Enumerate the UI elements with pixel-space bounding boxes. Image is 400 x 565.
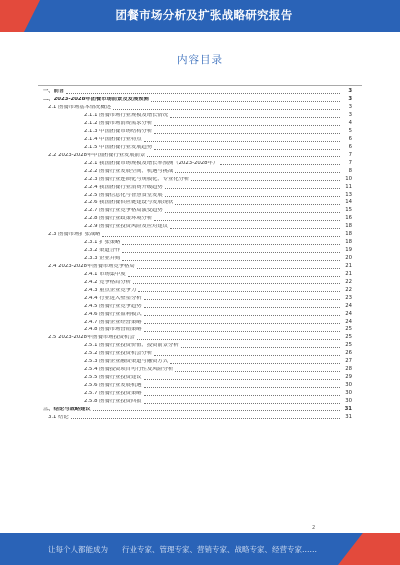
toc-entry-page: 23	[345, 294, 352, 301]
toc-entry-title: 2.5.5 团餐行业投资建议	[84, 375, 142, 381]
toc-entry[interactable]	[38, 143, 352, 151]
toc-entry[interactable]	[38, 238, 352, 246]
toc-entry-title: 2.1.4 中国团餐行业特点	[84, 136, 142, 142]
toc-leader-dots	[144, 387, 340, 388]
toc-entry[interactable]	[38, 95, 352, 103]
footer-slogan	[48, 544, 317, 555]
toc-entry-page: 30	[345, 389, 352, 396]
toc-entry[interactable]	[38, 309, 352, 317]
toc-entry-page: 22	[345, 278, 352, 285]
toc-entry[interactable]	[38, 222, 352, 230]
toc-entry[interactable]	[38, 87, 352, 95]
toc-leader-dots	[144, 141, 340, 142]
toc-title: 内容目录	[177, 54, 223, 66]
toc-entry-title: 2.4.6 团餐行业盈利模式	[84, 311, 142, 317]
toc-leader-dots	[175, 204, 340, 205]
toc-leader-dots	[122, 244, 340, 245]
toc-entry-title: 2.2.8 团餐行业政策环境分析	[84, 216, 153, 222]
toc-entry[interactable]	[38, 373, 352, 381]
toc-entry-page: 29	[345, 374, 352, 381]
toc-entry[interactable]	[38, 397, 352, 405]
toc-leader-dots	[165, 196, 340, 197]
toc-entry-page: 25	[345, 342, 352, 349]
header-accent	[0, 0, 40, 32]
toc-leader-dots	[122, 252, 340, 253]
toc-entry-page: 16	[345, 215, 352, 222]
toc-entry-page: 7	[348, 159, 352, 166]
toc-entry-page: 24	[345, 318, 352, 325]
toc-entry-title: 2.5.4 团餐投资项目可行性及风险分析	[84, 367, 174, 373]
toc-entry-page: 27	[345, 358, 352, 365]
toc-entry-title: 2.5.8 团餐行业投资回报	[84, 398, 142, 404]
toc-entry[interactable]	[38, 325, 352, 333]
toc-entry-title: 2.1.5 中国团餐行业发展趋势	[84, 144, 153, 150]
toc-leader-dots	[137, 268, 340, 269]
toc-entry-page: 3	[348, 104, 352, 111]
toc-entry[interactable]	[38, 190, 352, 198]
toc-entry[interactable]	[38, 103, 352, 111]
toc-leader-dots	[175, 172, 340, 173]
toc-leader-dots	[220, 164, 340, 165]
toc-entry-page: 31	[345, 413, 352, 420]
toc-entry[interactable]	[38, 246, 352, 254]
toc-entry-page: 30	[345, 382, 352, 389]
toc-entry[interactable]	[38, 389, 352, 397]
toc-entry[interactable]	[38, 270, 352, 278]
toc-entry-title: 2.2.5 团餐信息化与智慧食堂发展	[84, 192, 163, 198]
toc-entry-title: 2.5.6 团餐行业发展机遇	[84, 383, 142, 389]
toc-entry[interactable]	[38, 333, 352, 341]
toc-entry-title: 2.5 2023-2028年团餐市场投资机会	[48, 335, 135, 341]
toc-entry[interactable]	[38, 198, 352, 206]
toc-entry-title: 2.3.3 企业并购	[84, 256, 121, 262]
toc-entry-title: 2.2.1 我国团餐市场规模及增长率预测（2023-2028年）	[84, 160, 219, 166]
toc-entry[interactable]	[38, 119, 352, 127]
toc-entry-page: 24	[345, 302, 352, 309]
toc-entry-title: 2.4 2023-2028年团餐市场竞争格局	[48, 263, 135, 269]
toc-entry-page: 11	[345, 183, 352, 190]
toc-entry[interactable]	[38, 341, 352, 349]
toc-entry-page: 6	[348, 143, 352, 150]
toc-entry-page: 18	[345, 239, 352, 246]
toc-leader-dots	[144, 315, 340, 316]
toc-leader-dots	[137, 339, 340, 340]
toc-entry[interactable]	[38, 206, 352, 214]
toc-entry[interactable]	[38, 317, 352, 325]
toc-entry-title: 2.2 2023-2028年中国团餐行业发展前景	[48, 152, 146, 158]
toc-leader-dots	[144, 379, 340, 380]
toc-leader-dots	[154, 355, 340, 356]
toc-leader-dots	[154, 149, 340, 150]
footer-bar	[0, 533, 400, 565]
toc-leader-dots	[93, 410, 340, 411]
toc-entry[interactable]	[38, 412, 352, 420]
toc-leader-dots	[144, 299, 340, 300]
toc-entry-title: 2.3 团餐市场扩张战略	[48, 232, 101, 238]
toc-entry-page: 3	[348, 96, 352, 103]
toc-entry[interactable]	[38, 111, 352, 119]
toc-leader-dots	[138, 291, 340, 292]
toc-leader-dots	[151, 101, 340, 102]
toc-entry-page: 30	[345, 397, 352, 404]
toc-entry-page: 4	[348, 120, 352, 127]
toc-entry-title: 2.4.1 市场集中度	[84, 271, 126, 277]
page-number: 2	[312, 525, 316, 531]
toc-leader-dots	[191, 180, 340, 181]
toc-entry[interactable]	[38, 166, 352, 174]
toc-entry[interactable]	[38, 349, 352, 357]
toc-entry[interactable]	[38, 381, 352, 389]
toc-entry-title: 2.2.2 团餐行业发展空间、机遇与挑战	[84, 168, 174, 174]
toc-divider	[38, 85, 362, 86]
toc-leader-dots	[128, 276, 340, 277]
toc-entry-page: 3	[348, 88, 352, 95]
toc-entry-title: 3.1 结论	[48, 414, 69, 420]
toc-entry-title: 2.5.7 团餐行业投资策略	[84, 390, 142, 396]
toc-leader-dots	[154, 125, 340, 126]
toc-leader-dots	[175, 371, 340, 372]
toc-entry-title: 2.1.3 中国团餐市场结构分析	[84, 129, 153, 135]
toc-leader-dots	[181, 347, 340, 348]
toc-entry[interactable]	[38, 174, 352, 182]
toc-entry[interactable]	[38, 214, 352, 222]
footer-accent	[338, 533, 400, 565]
toc-leader-dots	[66, 93, 340, 94]
toc-entry-page: 13	[345, 191, 352, 198]
toc-leader-dots	[170, 117, 340, 118]
toc-entry[interactable]	[38, 405, 352, 413]
toc-entry[interactable]	[38, 182, 352, 190]
toc-entry-page: 10	[345, 175, 352, 182]
toc-entry-title: 2.2.9 团餐行业投资风险及应对建议	[84, 224, 169, 230]
toc-leader-dots	[154, 220, 340, 221]
toc-entry[interactable]	[38, 151, 352, 159]
report-title: 团餐市场分析及扩张战略研究报告	[115, 8, 293, 22]
header-bar	[0, 0, 400, 32]
toc-leader-dots	[144, 331, 340, 332]
toc-entry-page: 14	[345, 199, 352, 206]
toc-entry-title: 一、前言	[43, 89, 65, 95]
toc-entry[interactable]	[38, 230, 352, 238]
toc-leader-dots	[144, 395, 340, 396]
table-of-contents	[38, 87, 352, 420]
toc-entry-page: 18	[345, 223, 352, 230]
footer-text-main: 让每个人都能成为	[48, 545, 108, 554]
toc-entry-page: 28	[345, 366, 352, 373]
toc-entry-page: 21	[345, 270, 352, 277]
toc-entry-page: 19	[345, 247, 352, 254]
toc-entry-page: 25	[345, 326, 352, 333]
toc-leader-dots	[154, 133, 340, 134]
toc-entry-title: 2.5.3 团餐企业融资渠道与融资方式	[84, 359, 169, 365]
toc-entry[interactable]	[38, 293, 352, 301]
toc-entry-page: 6	[348, 135, 352, 142]
toc-entry-title: 2.4.3 重点企业竞争力	[84, 287, 137, 293]
toc-leader-dots	[144, 323, 340, 324]
toc-entry-page: 7	[348, 151, 352, 158]
toc-leader-dots	[102, 236, 340, 237]
toc-entry[interactable]	[38, 127, 352, 135]
toc-leader-dots	[133, 283, 340, 284]
toc-entry-title: 2.1 团餐市场基本情况概述	[48, 105, 112, 111]
toc-entry-page: 22	[345, 286, 352, 293]
toc-leader-dots	[165, 212, 340, 213]
toc-entry-page: 20	[345, 255, 352, 262]
toc-leader-dots	[122, 260, 340, 261]
toc-entry-page: 31	[344, 405, 352, 412]
toc-entry[interactable]	[38, 285, 352, 293]
toc-entry[interactable]	[38, 301, 352, 309]
toc-entry-title: 2.4.8 团餐市场营销策略	[84, 327, 142, 333]
toc-entry[interactable]	[38, 278, 352, 286]
toc-entry-title: 2.4.5 团餐行业竞争趋势	[84, 303, 142, 309]
toc-entry-title: 2.2.7 团餐行业竞争格局演变趋势	[84, 208, 163, 214]
toc-entry-title: 2.4.2 竞争格局分析	[84, 279, 131, 285]
toc-entry-title: 2.4.7 团餐企业经营策略	[84, 319, 142, 325]
toc-entry-page: 26	[345, 350, 352, 357]
toc-entry-title: 2.4.4 行业进入壁垒分析	[84, 295, 142, 301]
footer-text-sub: 行业专家、管理专家、营销专家、战略专家、经营专家……	[122, 545, 317, 554]
toc-entry-page: 21	[345, 262, 352, 269]
toc-leader-dots	[144, 307, 340, 308]
toc-leader-dots	[165, 188, 340, 189]
toc-entry[interactable]	[38, 262, 352, 270]
toc-entry[interactable]	[38, 254, 352, 262]
toc-entry[interactable]	[38, 135, 352, 143]
toc-entry[interactable]	[38, 365, 352, 373]
toc-entry-page: 15	[345, 207, 352, 214]
toc-leader-dots	[170, 363, 340, 364]
toc-entry-title: 二、2023-2028年团餐市场前景及发展预测	[43, 97, 149, 103]
toc-entry-page: 3	[348, 112, 352, 119]
toc-entry-title: 2.2.4 我国团餐行业消费升级趋势	[84, 184, 163, 190]
toc-leader-dots	[71, 418, 340, 419]
toc-entry-page: 18	[345, 231, 352, 238]
toc-entry-title: 2.1.1 团餐市场行业规模及增长情况	[84, 113, 169, 119]
toc-entry-title: 2.2.3 团餐行业连锁化与规模化、专业化分析	[84, 176, 190, 182]
toc-entry-page: 24	[345, 310, 352, 317]
toc-leader-dots	[113, 109, 340, 110]
toc-entry-title: 2.2.6 我国团餐供应链建设与发展现状	[84, 200, 174, 206]
toc-entry-page: 5	[348, 128, 352, 135]
toc-leader-dots	[144, 403, 340, 404]
toc-entry-title: 2.5.1 团餐行业投资价值、投资前景分析	[84, 343, 179, 349]
toc-leader-dots	[170, 228, 340, 229]
toc-entry-title: 2.3.1 扩张策略	[84, 240, 121, 246]
toc-entry-title: 三、结论与战略建议	[43, 406, 91, 412]
toc-entry-page: 8	[348, 167, 352, 174]
toc-leader-dots	[147, 156, 340, 157]
toc-entry-page: 25	[345, 334, 352, 341]
toc-entry[interactable]	[38, 158, 352, 166]
toc-entry[interactable]	[38, 357, 352, 365]
toc-entry-title: 2.3.2 渠道合作	[84, 248, 121, 254]
toc-entry-title: 2.5.2 团餐行业投资机会分析	[84, 351, 153, 357]
toc-entry-title: 2.1.2 团餐市场消费需求分析	[84, 121, 153, 127]
